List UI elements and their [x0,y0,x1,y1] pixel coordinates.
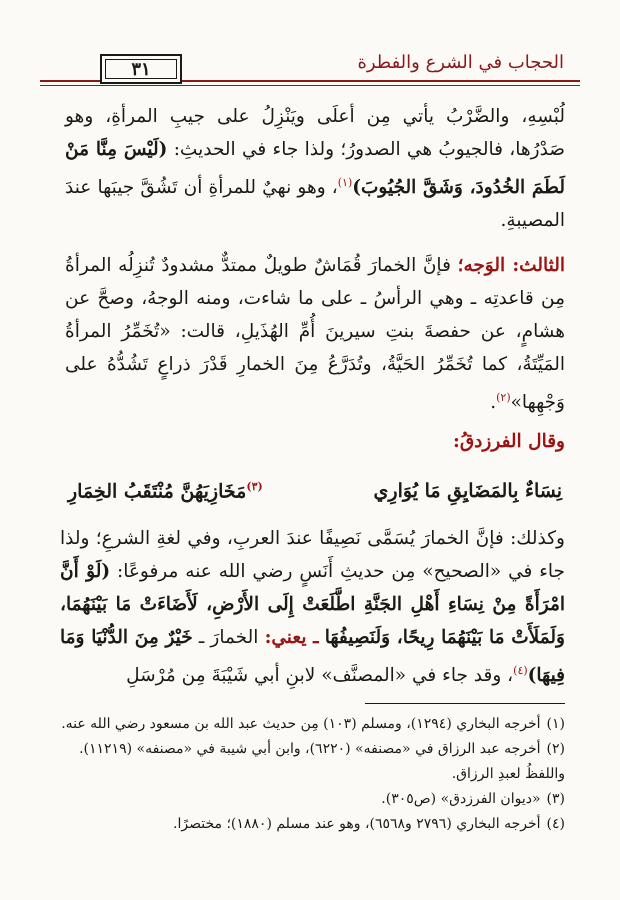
footnote-ref-3: (٣) [246,480,263,493]
poem-hemistich-left [68,480,263,502]
farazdaq-intro [65,425,565,458]
main-text [65,100,565,458]
footnote [60,737,565,787]
footnote-ref-1: (١) [337,176,353,189]
footnote [60,787,565,812]
running-title: الحجاب في الشرع والفطرة [349,52,572,73]
footnote-ref-4: (٤) [513,664,528,677]
page-header [40,48,580,96]
footnote-separator [365,703,565,704]
footnote-text: أخرجه البخاري (١٢٩٤)، ومسلم (١٠٣) مِن حديث عبد الله بن مسعود رضي الله عنه. [61,716,541,732]
hadith-quote-2-end: خَيْرٌ مِنَ الدُّنْيَا وَمَا فِيهَا) [60,627,565,687]
footnote-text: أخرجه عبد الرزاق في «مصنفه» (٦٢٢٠)، وابن أبي شيبة في «مصنفه» (١١٢١٩). واللفظُ لعبدِ الرزاق. [79,741,565,782]
farazdaq-heading: وقال الفرزدقُ: [453,431,565,453]
footnote-number: (٢) [546,741,565,757]
footnotes [60,712,565,837]
para2-text: فإنَّ الخمارَ قُمَاشٌ طويلٌ ممتدٌّ مشدودٌ تُنزِلُه المرأةُ مِن قاعدتِه ـ وهي الرأسُ ـ على ما شاءت، ومنه الوجهُ، وصحَّ عن هشامٍ، عن حفصةَ بنتِ سيرينَ أُمِّ الهُذَيلِ، قالت: «تُخَمِّرُ المرأةُ المَيِّتَةُ، كما تُخَمِّرُ الحَيَّةُ، وتُدَرَّعُ مِنَ الخمارِ قَدْرَ ذراعٍ تَشُدُّهُ على وَجْهِها» [65,255,565,414]
footnote [60,712,565,737]
para3-text: وكذلك: فإنَّ الخمارَ يُسَمَّى نَصِيفًا عندَ العربِ، وفي لغةِ الشرعِ؛ ولذا جاء في «الصحيح» مِن حديثِ أَنَسٍ رضي الله عنه مرفوعًا: [60,528,565,582]
para1-end: ، وهو نهيٌ للمرأةِ أن تَشُقَّ جيبَها عندَ المصيبةِ. [65,177,565,232]
page-number-box [100,54,182,84]
para2-end: . [490,392,497,414]
poem-hemistich-right: نِسَاءٌ بِالمَضَايِقِ مَا يُوَارِي [373,480,562,502]
yani-label: ـ يعني: [264,627,319,648]
footnote-ref-2: (٢) [496,391,511,405]
footnote-text: أخرجه البخاري (٢٧٩٦ و٦٥٦٨)، وهو عند مسلم (١٨٨٠)؛ مختصرًا. [173,816,541,832]
section-label-third: الثالث [519,255,565,277]
para3-end: ، وقد جاء في «المصنَّف» لابنِ أبي شَيْبَةَ مِن مُرْسَلِ [126,665,514,687]
footnote-text: «ديوان الفرزدق» (ص٣٠٥). [381,791,541,807]
khimar-note: الخمارَ ـ [198,627,259,648]
paragraph-1 [65,100,565,237]
hadith-quote-2: (لَوْ أَنَّ امْرَأَةً مِنْ نِسَاءِ أَهْلِ الجَنَّةِ اطَّلَعَتْ إِلَى الأَرْضِ، لَأَضَاءَتْ مَا بَيْنَهُمَا، وَلَمَلَأَتْ مَا بَيْنَهُمَا رِيحًا، وَلَنَصِيفُهَا [60,561,565,648]
section-label-face: الوَجه؛ [457,255,506,277]
para1-text: لُبْسِهِ، والضَّرْبُ يأتي مِن أعلَى ويَنْزِلُ على جيبِ المرأةِ، وهو صَدْرُها، فالجيوبُ هي الصدورُ؛ ولذا جاء في الحديثِ: [65,106,565,160]
poem-verse [68,480,562,518]
page-number: ٣١ [105,59,177,79]
paragraph-2: الثالث: الوَجه؛ فإنَّ الخمارَ قُمَاشٌ طويلٌ ممتدٌّ مشدودٌ تُنزِلُه المرأةُ مِن قاعدتِه ـ وهي الرأسُ ـ على ما شاءت، ومنه الوجهُ، وصحَّ عن هشامٍ، عن حفصةَ بنتِ سيرينَ أُمِّ الهُذَيلِ، قالت: «تُخَمِّرُ المرأةُ المَيِّتَةُ، كما تُخَمِّرُ الحَيَّةُ، وتُدَرَّعُ مِنَ الخمارِ قَدْرَ ذراعٍ تَشُدُّهُ على وَجْهِها»$^{(٢)}$. [65,255,565,414]
main-text-continued [60,522,565,692]
hadith-quote-1: (لَيْسَ مِنَّا مَنْ لَطَمَ الخُدُودَ، وَشَقَّ الجُيُوبَ) [65,139,565,199]
footnote-number: (١) [546,716,565,732]
footnote [60,812,565,837]
poem-left-text: مَخَازِيَهُنَّ مُنْتَقَبُ الخِمَارِ [68,480,247,503]
header-rule-thin [40,85,580,86]
paragraph-3 [60,522,565,692]
footnote-number: (٣) [546,791,565,807]
footnote-number: (٤) [546,816,565,832]
